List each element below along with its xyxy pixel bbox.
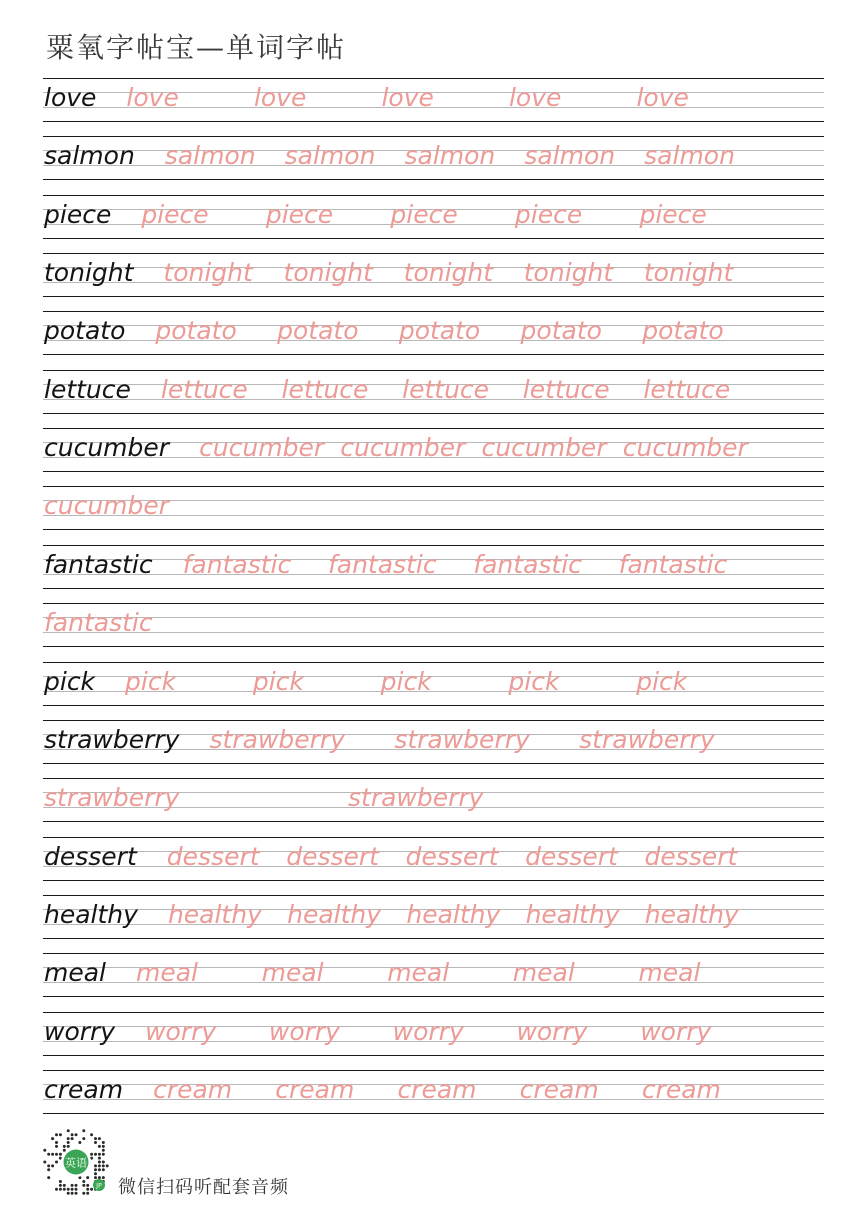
trace-word: dessert	[644, 841, 738, 871]
qr-dot	[55, 1153, 58, 1156]
qr-dot	[47, 1153, 50, 1156]
trace-word: strawberry	[348, 783, 484, 813]
trace-word: strawberry	[209, 724, 345, 754]
qr-dot	[63, 1149, 66, 1152]
qr-dot	[90, 1133, 93, 1136]
qr-dot	[59, 1180, 62, 1183]
ruling-line	[43, 311, 824, 312]
qr-dot	[47, 1176, 50, 1179]
trace-word: pick	[125, 666, 177, 696]
qr-dot	[75, 1188, 78, 1191]
ruling-line	[43, 529, 824, 530]
qr-dot	[55, 1141, 58, 1144]
qr-dot	[82, 1137, 85, 1140]
practice-row	[43, 953, 824, 997]
trace-word: piece	[141, 199, 209, 229]
model-word: cucumber	[44, 433, 170, 463]
trace-word: cream	[275, 1074, 355, 1104]
ruling-line	[43, 413, 824, 414]
practice-row	[43, 78, 824, 122]
trace-word: salmon	[404, 141, 496, 171]
qr-dot	[90, 1188, 93, 1191]
trace-word: salmon	[164, 141, 256, 171]
ruling-line	[43, 880, 824, 881]
qr-dot	[86, 1188, 89, 1191]
trace-word: worry	[516, 1016, 588, 1046]
model-word: pick	[44, 666, 96, 696]
guide-line	[43, 617, 824, 618]
qr-dot	[55, 1188, 58, 1191]
practice-row	[43, 311, 824, 355]
trace-word: cucumber	[199, 433, 325, 463]
trace-word: tonight	[283, 258, 373, 288]
ruling-line	[43, 253, 824, 254]
qr-dot	[102, 1176, 105, 1179]
trace-word: lettuce	[402, 374, 490, 404]
ruling-line	[43, 720, 824, 721]
qr-dot	[55, 1161, 58, 1164]
trace-word: tonight	[163, 258, 253, 288]
qr-dot	[90, 1153, 93, 1156]
qr-dot	[86, 1176, 89, 1179]
trace-word: salmon	[644, 141, 735, 171]
trace-word: tonight	[403, 258, 494, 288]
qr-dot	[75, 1192, 78, 1195]
trace-word: cream	[641, 1074, 721, 1104]
trace-word: worry	[640, 1016, 712, 1046]
trace-word: fantastic	[44, 608, 153, 638]
trace-word: dessert	[405, 841, 499, 871]
model-word: fantastic	[44, 549, 153, 579]
trace-word: lettuce	[522, 374, 610, 404]
trace-word: dessert	[286, 841, 379, 871]
ruling-line	[43, 938, 824, 939]
practice-row	[43, 895, 824, 939]
qr-dot	[98, 1153, 101, 1156]
qr-badge-label: 英语	[65, 1156, 87, 1170]
trace-word: salmon	[284, 141, 376, 171]
practice-row	[43, 837, 824, 881]
ruling-line	[43, 588, 824, 589]
trace-word: cucumber	[44, 491, 170, 521]
model-word: meal	[44, 958, 106, 988]
qr-dot	[98, 1176, 101, 1179]
qr-dot	[82, 1184, 85, 1187]
qr-dot	[47, 1168, 50, 1171]
qr-dot	[102, 1153, 105, 1156]
qr-dot	[94, 1172, 97, 1175]
qr-dot	[51, 1164, 54, 1167]
trace-word: fantastic	[473, 549, 582, 579]
trace-word: potato	[642, 316, 724, 346]
qr-dot	[75, 1184, 78, 1187]
qr-dot	[55, 1145, 58, 1148]
ruling-line	[43, 78, 824, 79]
trace-word: strawberry	[394, 724, 530, 754]
qr-dot	[94, 1164, 97, 1167]
qr-dot	[51, 1153, 54, 1156]
qr-dot	[71, 1137, 74, 1140]
trace-word: fantastic	[182, 549, 292, 579]
qr-dot	[98, 1145, 101, 1148]
practice-row	[43, 428, 824, 472]
ruling-line	[43, 296, 824, 297]
trace-word: cream	[153, 1074, 233, 1104]
trace-word: tonight	[523, 258, 614, 288]
trace-word: love	[126, 83, 179, 112]
trace-word: dessert	[166, 841, 260, 871]
ruling-line	[43, 837, 824, 838]
qr-dot	[67, 1188, 70, 1191]
ruling-line	[43, 136, 824, 137]
model-word: potato	[44, 316, 126, 346]
qr-dot	[98, 1164, 101, 1167]
qr-dot	[86, 1184, 89, 1187]
trace-word: meal	[512, 958, 575, 988]
trace-word: meal	[261, 958, 324, 988]
qr-dot	[98, 1157, 101, 1160]
ruling-line	[43, 370, 824, 371]
qr-dot	[82, 1129, 85, 1132]
qr-code[interactable]	[40, 1126, 112, 1198]
trace-word: salmon	[524, 141, 616, 171]
qr-dot	[86, 1192, 89, 1195]
ruling-line	[43, 953, 824, 954]
trace-word: strawberry	[579, 724, 715, 754]
ruling-line	[43, 1070, 824, 1071]
qr-dot	[94, 1141, 97, 1144]
qr-dot	[82, 1180, 85, 1183]
practice-row	[43, 195, 824, 239]
qr-corner-label: JP	[96, 1182, 102, 1190]
qr-dot	[82, 1192, 85, 1195]
trace-word: worry	[392, 1016, 464, 1046]
trace-word: pick	[636, 666, 688, 696]
trace-word: pick	[380, 666, 432, 696]
qr-dot	[102, 1161, 105, 1164]
footer-caption: 微信扫码听配套音频	[118, 1177, 289, 1198]
model-word: love	[44, 83, 97, 112]
model-word: healthy	[44, 899, 138, 929]
trace-word: love	[381, 83, 434, 112]
ruling-line	[43, 179, 824, 180]
ruling-line	[43, 121, 824, 122]
practice-row	[43, 1070, 824, 1114]
practice-row	[43, 486, 824, 530]
trace-word: dessert	[525, 841, 618, 871]
ruling-line	[43, 1055, 824, 1056]
model-word: piece	[44, 199, 112, 229]
trace-word: healthy	[644, 899, 739, 929]
practice-row	[43, 603, 824, 647]
qr-dot	[102, 1141, 105, 1144]
qr-dot	[75, 1133, 78, 1136]
ruling-line	[43, 996, 824, 997]
qr-dot	[98, 1161, 101, 1164]
trace-word: piece	[514, 199, 583, 229]
trace-word: love	[508, 83, 562, 112]
trace-word: fantastic	[618, 549, 728, 579]
model-word: worry	[44, 1016, 116, 1046]
trace-word: lettuce	[160, 374, 248, 404]
trace-word: pick	[508, 666, 560, 696]
trace-word: piece	[639, 199, 707, 229]
qr-dot	[94, 1137, 97, 1140]
trace-word: cream	[519, 1074, 599, 1104]
ruling-line	[43, 471, 824, 472]
practice-row	[43, 778, 824, 822]
trace-word: love	[636, 83, 689, 112]
trace-word: meal	[638, 958, 701, 988]
model-word: cream	[44, 1074, 124, 1104]
ruling-line	[43, 662, 824, 663]
qr-dot	[51, 1137, 54, 1140]
qr-dot	[94, 1153, 97, 1156]
trace-word: strawberry	[44, 783, 180, 813]
trace-word: lettuce	[281, 374, 369, 404]
practice-row	[43, 545, 824, 589]
trace-word: healthy	[525, 899, 620, 929]
ruling-line	[43, 705, 824, 706]
qr-dot	[67, 1137, 70, 1140]
qr-dot	[98, 1137, 101, 1140]
ruling-line	[43, 195, 824, 196]
trace-word: worry	[268, 1016, 340, 1046]
trace-word: love	[253, 83, 307, 112]
trace-word: piece	[390, 199, 458, 229]
ruling-line	[43, 238, 824, 239]
trace-word: potato	[277, 316, 359, 346]
qr-dot	[71, 1192, 74, 1195]
qr-dot	[67, 1141, 70, 1144]
practice-row	[43, 370, 824, 414]
ruling-line	[43, 895, 824, 896]
trace-word: healthy	[406, 899, 501, 929]
qr-dot	[78, 1141, 81, 1144]
practice-sheet	[43, 0, 824, 1120]
qr-dot	[67, 1192, 70, 1195]
trace-word: potato	[398, 316, 481, 346]
practice-row	[43, 136, 824, 180]
qr-dot	[59, 1188, 62, 1191]
qr-dot	[43, 1149, 46, 1152]
qr-dot	[67, 1145, 70, 1148]
qr-dot	[67, 1129, 70, 1132]
qr-dot	[106, 1164, 109, 1167]
trace-word: cucumber	[622, 433, 748, 463]
trace-word: healthy	[287, 899, 382, 929]
trace-word: meal	[387, 958, 450, 988]
trace-word: cream	[397, 1074, 477, 1104]
trace-word: potato	[520, 316, 602, 346]
qr-dot	[59, 1133, 62, 1136]
ruling-line	[43, 354, 824, 355]
page-title: 粟氧字帖宝—单词字帖	[46, 31, 347, 64]
trace-word: potato	[155, 316, 237, 346]
qr-dot	[63, 1145, 66, 1148]
qr-dot	[63, 1188, 66, 1191]
model-word: lettuce	[44, 374, 131, 404]
qr-dot	[94, 1176, 97, 1179]
trace-word: healthy	[167, 899, 262, 929]
practice-row	[43, 662, 824, 706]
qr-dot	[59, 1184, 62, 1187]
trace-word: meal	[136, 958, 198, 988]
ruling-line	[43, 486, 824, 487]
model-word: dessert	[44, 841, 137, 871]
trace-word: fantastic	[327, 549, 437, 579]
qr-dot	[102, 1145, 105, 1148]
trace-word: pick	[252, 666, 304, 696]
ruling-line	[43, 763, 824, 764]
ruling-line	[43, 428, 824, 429]
model-word: strawberry	[44, 724, 180, 754]
ruling-line	[43, 1113, 824, 1114]
model-word: salmon	[44, 141, 135, 171]
practice-row	[43, 1012, 824, 1056]
qr-dot	[59, 1153, 62, 1156]
qr-dot	[71, 1133, 74, 1136]
guide-line	[43, 632, 824, 633]
qr-dot	[98, 1168, 101, 1171]
ruling-line	[43, 1012, 824, 1013]
ruling-line	[43, 778, 824, 779]
trace-word: tonight	[643, 258, 734, 288]
qr-dot	[71, 1188, 74, 1191]
practice-row	[43, 253, 824, 297]
trace-word: cucumber	[340, 433, 466, 463]
qr-dot	[102, 1164, 105, 1167]
qr-dot	[47, 1164, 50, 1167]
trace-word: lettuce	[643, 374, 731, 404]
ruling-line	[43, 545, 824, 546]
trace-word: cucumber	[481, 433, 607, 463]
qr-dot	[55, 1133, 58, 1136]
trace-word: worry	[145, 1016, 217, 1046]
qr-dot	[43, 1161, 46, 1164]
qr-dot	[102, 1168, 105, 1171]
trace-word: piece	[265, 199, 334, 229]
practice-row	[43, 720, 824, 764]
qr-dot	[71, 1184, 74, 1187]
model-word: tonight	[44, 258, 134, 288]
ruling-line	[43, 646, 824, 647]
qr-dot	[63, 1184, 66, 1187]
ruling-line	[43, 603, 824, 604]
ruling-line	[43, 821, 824, 822]
qr-dot	[94, 1168, 97, 1171]
qr-dot	[102, 1149, 105, 1152]
